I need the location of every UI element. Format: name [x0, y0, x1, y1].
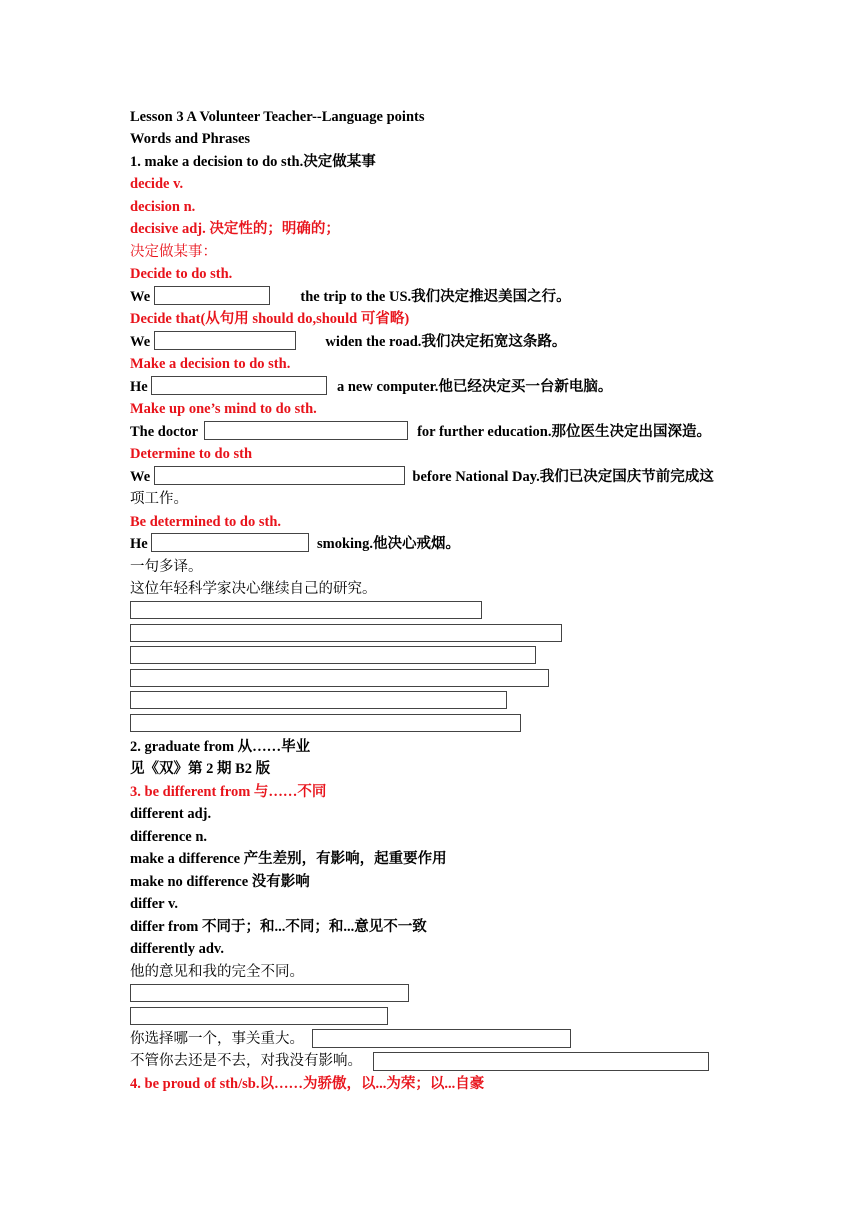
vocab-entry: different adj.: [130, 806, 212, 822]
sentence-suffix: a new computer.他已经决定买一台新电脑。: [336, 379, 613, 395]
sentence-prefix: He: [130, 536, 148, 552]
answer-box[interactable]: [151, 376, 327, 395]
item-2-heading: 2. graduate from 从……毕业: [130, 739, 311, 755]
answer-box[interactable]: [130, 646, 536, 664]
sentence-suffix: smoking.他决心戒烟。: [316, 536, 460, 552]
vocab-entry: make no difference 没有影响: [130, 874, 310, 890]
pattern-label: Decide that(从句用 should do,should 可省略): [130, 311, 410, 327]
sentence-prefix: We: [130, 289, 151, 305]
pattern-label: Determine to do sth: [130, 446, 253, 462]
sentence-suffix: the trip to the US.我们决定推迟美国之行。: [300, 289, 571, 305]
sentence-prefix: We: [130, 334, 151, 350]
sentence-prefix: We: [130, 469, 151, 485]
answer-box[interactable]: [154, 331, 296, 350]
item-1-heading: 1. make a decision to do sth.决定做某事: [130, 154, 376, 170]
reference-note: 见《双》第 2 期 B2 版: [130, 761, 271, 777]
vocab-entry: differently adv.: [130, 941, 224, 957]
answer-box[interactable]: [130, 984, 409, 1002]
sentence-continuation: 项工作。: [130, 491, 188, 507]
answer-box[interactable]: [373, 1052, 709, 1071]
vocab-entry: make a difference 产生差别，有影响，起重要作用: [130, 851, 447, 867]
exercise-prompt: 这位年轻科学家决心继续自己的研究。: [130, 581, 377, 597]
pattern-label: Make up one’s mind to do sth.: [130, 401, 317, 417]
exercise-prompt: 他的意见和我的完全不同。: [130, 964, 304, 980]
section-heading: Words and Phrases: [130, 131, 251, 147]
exercise-prompt: 你选择哪一个，事关重大。: [130, 1031, 304, 1047]
vocab-entry: differ from 不同于；和...不同；和...意见不一致: [130, 919, 427, 935]
answer-box[interactable]: [130, 669, 549, 687]
answer-box[interactable]: [130, 624, 562, 642]
pattern-label: Be determined to do sth.: [130, 514, 282, 530]
sentence-prefix: The doctor: [130, 424, 198, 440]
answer-box[interactable]: [151, 533, 309, 552]
sentence-prefix: He: [130, 379, 148, 395]
word-form: decide v.: [130, 176, 184, 192]
answer-box[interactable]: [312, 1029, 571, 1048]
vocab-entry: differ v.: [130, 896, 179, 912]
answer-box[interactable]: [154, 466, 405, 485]
pattern-label: Make a decision to do sth.: [130, 356, 291, 372]
answer-box[interactable]: [154, 286, 270, 305]
item-4-heading: 4. be proud of sth/sb.以……为骄傲，以...为荣；以...自豪: [130, 1076, 485, 1092]
answer-box[interactable]: [130, 601, 482, 619]
word-form: decision n.: [130, 199, 196, 215]
answer-box[interactable]: [130, 714, 521, 732]
answer-box[interactable]: [204, 421, 408, 440]
answer-box[interactable]: [130, 691, 507, 709]
doc-title: Lesson 3 A Volunteer Teacher--Language points: [130, 109, 425, 125]
exercise-prompt: 不管你去还是不去，对我没有影响。: [130, 1053, 362, 1069]
answer-box[interactable]: [130, 1007, 388, 1025]
pattern-heading: 决定做某事：: [130, 244, 217, 260]
sentence-suffix: for further education.那位医生决定出国深造。: [417, 424, 711, 440]
word-form: decisive adj. 决定性的；明确的；: [130, 221, 340, 237]
item-3-heading: 3. be different from 与……不同: [130, 784, 327, 800]
exercise-label: 一句多译。: [130, 559, 203, 575]
vocab-entry: difference n.: [130, 829, 208, 845]
pattern-label: Decide to do sth.: [130, 266, 233, 282]
sentence-suffix: widen the road.我们决定拓宽这条路。: [325, 334, 567, 350]
sentence-suffix: before National Day.我们已决定国庆节前完成这: [412, 469, 714, 485]
